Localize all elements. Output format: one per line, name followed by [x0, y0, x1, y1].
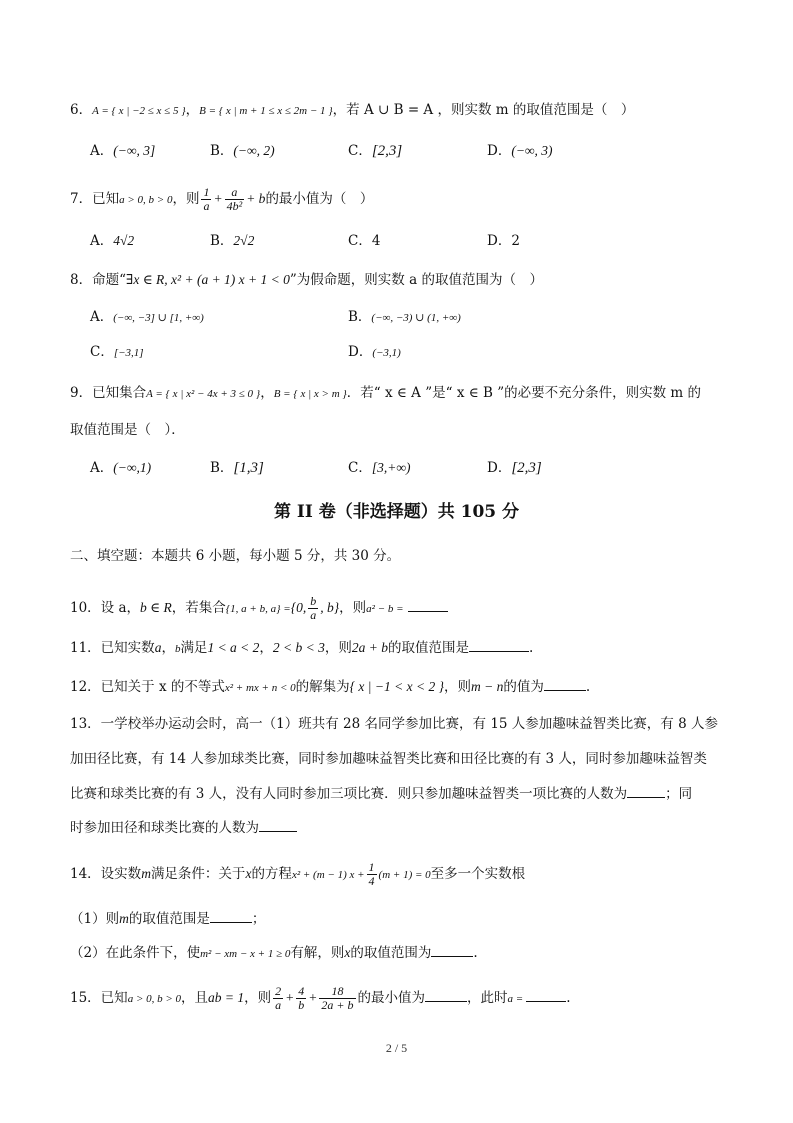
q15-ab: ab = 1	[208, 990, 245, 1005]
question-10	[70, 594, 448, 623]
q6-option-b	[210, 141, 275, 161]
option-label: C．	[348, 233, 372, 249]
q13-line-4-text: 时参加田径和球类比赛的人数为	[70, 820, 259, 836]
q7-mid: ，则	[172, 191, 200, 207]
fraction-denominator: a	[275, 998, 282, 1012]
fraction-numerator: 2	[275, 984, 282, 998]
plus-sign: +	[308, 990, 318, 1005]
fraction-denominator: 4	[368, 874, 375, 888]
q11-a: a	[154, 640, 162, 655]
question-8	[70, 270, 543, 290]
q7-tail-expression: + b	[246, 191, 266, 206]
option-label: C．	[90, 344, 114, 360]
q12-text-3: ，则	[443, 679, 471, 695]
option-value: [3,+∞)	[371, 460, 411, 475]
option-value: 2	[511, 233, 520, 249]
q13-line-3-text: 比赛和球类比赛的有 3 人，没有人同时参加三项比赛．则只参加趣味益智类一项比赛的人数为	[70, 786, 628, 802]
q10-fraction	[308, 595, 318, 622]
q11-b: b	[174, 643, 181, 655]
q12-inequality: x² + mx + n < 0	[224, 682, 296, 694]
q14-sub-1-b: 的取值范围是	[128, 911, 210, 927]
q12-end: .	[585, 679, 591, 695]
q9-set-a: A = { x | x² − 4x + 3 ≤ 0 }	[146, 388, 261, 400]
q14-sub-2-end: .	[473, 945, 478, 961]
fraction-denominator: b	[298, 998, 305, 1012]
option-label: A．	[90, 143, 114, 159]
fraction-numerator: b	[310, 594, 317, 608]
q7-fraction-1	[201, 186, 211, 213]
q15-text-2: ，且	[181, 990, 209, 1006]
option-value: (−∞, 3]	[113, 143, 156, 158]
fraction-numerator: a	[225, 186, 245, 200]
q15-fraction-3	[319, 985, 355, 1012]
q8-option-a	[90, 307, 204, 328]
q15-text-1: 15．已知	[70, 990, 128, 1006]
q14-sub-1-m: m	[119, 911, 129, 926]
q14-sub-2-x: x	[344, 945, 351, 960]
option-value: (−∞,1)	[113, 460, 152, 475]
q14-answer-blank-1	[210, 909, 252, 923]
q12-text-4: 的值为	[503, 679, 544, 695]
q14-equation-left: x² + (m − 1) x +	[291, 869, 365, 881]
q15-answer-blank-2	[526, 988, 566, 1002]
q12-solution-set: { x | −1 < x < 2 }	[349, 679, 444, 694]
page-number: 2 / 5	[385, 1041, 408, 1055]
option-label: D．	[348, 344, 373, 360]
q10-expression: a² − b =	[366, 603, 404, 615]
q11-answer-blank	[469, 638, 529, 652]
option-label: B．	[348, 309, 372, 325]
q13-line-1: 13．一学校举办运动会时，高一（1）班共有 28 名同学参加比赛，有 15 人参加趣味益智类比赛，有 8 人参	[70, 716, 718, 732]
option-label: B．	[210, 143, 234, 159]
q8-option-d	[348, 342, 401, 363]
q6-option-a	[90, 141, 155, 161]
q6-set-b: B = { x | m + 1 ≤ x ≤ 2m − 1 }	[199, 105, 333, 117]
fraction-numerator: 4	[298, 984, 305, 998]
q8-proposition: ∃x ∈ R, x² + (a + 1) x + 1 < 0	[126, 272, 290, 287]
option-value: (−∞, 2)	[233, 143, 275, 158]
q14-sub-1-end: ；	[251, 911, 266, 927]
option-value: (−∞, 3)	[511, 143, 553, 158]
q6-prefix: 6．	[70, 102, 93, 118]
q14-sub-2	[70, 943, 478, 964]
q7-option-d	[487, 231, 520, 251]
question-11	[70, 638, 533, 659]
q14-text-1: 14．设实数	[70, 866, 142, 882]
q6-condition: ，若 A ∪ B = A ，则实数 m 的取值范围是（ ）	[332, 102, 635, 118]
q13-semicolon: ；同	[665, 786, 693, 802]
fraction-denominator: 2a + b	[321, 998, 354, 1012]
q11-sep: ，	[161, 640, 175, 656]
q8-suffix: ”为假命题，则实数 a 的取值范围为（ ）	[289, 272, 543, 288]
q13-answer-blank-2	[259, 818, 297, 832]
fraction-denominator: 4b²	[226, 199, 243, 213]
q14-sub-2-a: （2）在此条件下，使	[70, 945, 201, 961]
q14-sub-2-b: 有解，则	[290, 945, 345, 961]
q14-x: x	[245, 866, 252, 881]
option-label: B．	[210, 460, 234, 476]
q6-sep: ，	[185, 102, 200, 118]
option-label: B．	[210, 233, 234, 249]
option-value: (−3,1)	[372, 347, 401, 359]
q15-text-4: 的最小值为	[357, 990, 426, 1006]
q7-option-b	[210, 231, 254, 251]
q15-a-eq: a =	[507, 993, 524, 1005]
q14-equation-right: (m + 1) = 0	[378, 869, 431, 881]
fill-in-header: 二、填空题：本题共 6 小题，每小题 5 分，共 30 分。	[70, 548, 401, 564]
question-9	[70, 383, 701, 404]
q12-text-1: 12．已知关于 x 的不等式	[70, 679, 225, 695]
q12-answer-blank	[544, 677, 586, 691]
q12-expression: m − n	[470, 679, 504, 694]
fraction-numerator: 1	[203, 185, 210, 199]
q8-option-b	[348, 307, 461, 328]
q15-answer-blank-1	[425, 988, 467, 1002]
q13-line-4	[70, 818, 297, 838]
question-12	[70, 677, 590, 698]
question-7	[70, 185, 373, 214]
fraction-numerator: 18	[319, 985, 355, 999]
q14-sub-2-inequality: m² − xm − x + 1 ≥ 0	[200, 948, 291, 960]
fraction-denominator: a	[310, 608, 317, 622]
option-value: (−∞, −3] ∪ [1, +∞)	[113, 312, 204, 324]
q10-suffix: ，则	[339, 600, 367, 616]
q14-m: m	[141, 866, 151, 881]
q14-sub-2-c: 的取值范围为	[350, 945, 432, 961]
q9-option-d	[487, 458, 542, 478]
q9-line-2-text: 取值范围是（ ）．	[70, 422, 185, 438]
q15-fraction-1	[273, 985, 283, 1012]
option-label: A．	[90, 460, 114, 476]
q15-fraction-2	[296, 985, 306, 1012]
q10-mid: ，若集合	[171, 600, 226, 616]
q10-set-right-open: {0,	[290, 600, 307, 615]
question-14	[70, 860, 525, 889]
plus-sign: +	[213, 191, 223, 206]
option-value: [2,3]	[511, 460, 542, 476]
q11-condition-1: 1 < a < 2	[207, 640, 260, 655]
q9-condition: ．若“ x ∈ A ”是“ x ∈ B ”的必要不充分条件，则实数 m 的	[346, 385, 701, 401]
option-value: [−3,1]	[113, 347, 144, 359]
q7-prefix: 7．已知	[70, 191, 120, 207]
option-value: 4√2	[113, 233, 135, 248]
q8-prefix: 8．命题“	[70, 272, 126, 288]
q10-b-in-r: b ∈ R	[140, 600, 172, 615]
option-label: A．	[90, 309, 114, 325]
q13-answer-blank-1	[627, 784, 665, 798]
q11-sep-2: ，	[259, 640, 273, 656]
option-value: [2,3]	[371, 143, 403, 159]
q11-end: .	[529, 640, 534, 656]
option-value: [1,3]	[233, 460, 264, 476]
q10-set-right-close: , b}	[320, 600, 340, 615]
q10-answer-blank	[408, 598, 448, 612]
q15-text-3: ，则	[244, 990, 272, 1006]
q7-option-a	[90, 231, 134, 251]
q15-text-5: ，此时	[467, 990, 508, 1006]
q14-sub-1-a: （1）则	[70, 911, 120, 927]
q11-text-2: 满足	[180, 640, 208, 656]
q15-end: .	[566, 990, 571, 1006]
section-title: 第 II 卷（非选择题）共 105 分	[273, 502, 520, 522]
q8-option-c	[90, 342, 144, 363]
q9-set-b: B = { x | x > m }	[273, 388, 347, 400]
q13-line-3	[70, 784, 692, 804]
q13-line-2: 加田径比赛，有 14 人参加球类比赛，同时参加趣味益智类比赛和田径比赛的有 3 人，同时参加趣味益智类	[70, 751, 707, 767]
q14-sub-1	[70, 909, 265, 929]
q9-option-c	[348, 458, 410, 478]
q11-condition-2: 2 < b < 3	[272, 640, 325, 655]
q9-option-b	[210, 458, 264, 478]
q12-text-2: 的解集为	[295, 679, 350, 695]
fraction-denominator: a	[203, 199, 210, 213]
q9-line-2	[70, 420, 185, 440]
option-label: C．	[348, 460, 372, 476]
option-label: D．	[487, 460, 512, 476]
q11-text-3: ，则	[324, 640, 352, 656]
option-label: D．	[487, 143, 512, 159]
question-15	[70, 983, 571, 1014]
q15-condition: a > 0, b > 0	[127, 993, 182, 1005]
q11-text-1: 11．已知实数	[70, 640, 155, 656]
option-value: 2√2	[233, 233, 255, 248]
q14-text-3: 的方程	[251, 866, 292, 882]
q10-set-left: {1, a + b, a} =	[225, 603, 291, 615]
q7-suffix: 的最小值为（ ）	[265, 191, 374, 207]
option-value: 4	[371, 233, 381, 249]
q9-sep: ，	[260, 385, 274, 401]
option-label: D．	[487, 233, 512, 249]
q7-condition: a > 0, b > 0	[119, 194, 173, 206]
option-label: C．	[348, 143, 372, 159]
question-6	[70, 100, 634, 121]
q11-expression: 2a + b	[351, 640, 389, 655]
option-label: A．	[90, 233, 114, 249]
q14-text-2: 满足条件：关于	[150, 866, 246, 882]
q6-option-c	[348, 141, 402, 161]
plus-sign: +	[285, 990, 295, 1005]
q9-option-a	[90, 458, 151, 478]
q9-prefix: 9．已知集合	[70, 385, 147, 401]
q14-answer-blank-2	[431, 943, 473, 957]
fraction-numerator: 1	[368, 860, 375, 874]
q6-option-d	[487, 141, 553, 161]
option-value: (−∞, −3) ∪ (1, +∞)	[371, 312, 461, 324]
q6-set-a: A = { x | −2 ≤ x ≤ 5 }	[92, 105, 186, 117]
q7-fraction-2	[225, 186, 245, 213]
q7-option-c	[348, 231, 380, 251]
q11-text-4: 的取值范围是	[388, 640, 470, 656]
q10-prefix: 10．设 a，	[70, 600, 141, 616]
q14-text-4: 至多一个实数根	[430, 866, 526, 882]
q14-fraction	[367, 861, 377, 888]
